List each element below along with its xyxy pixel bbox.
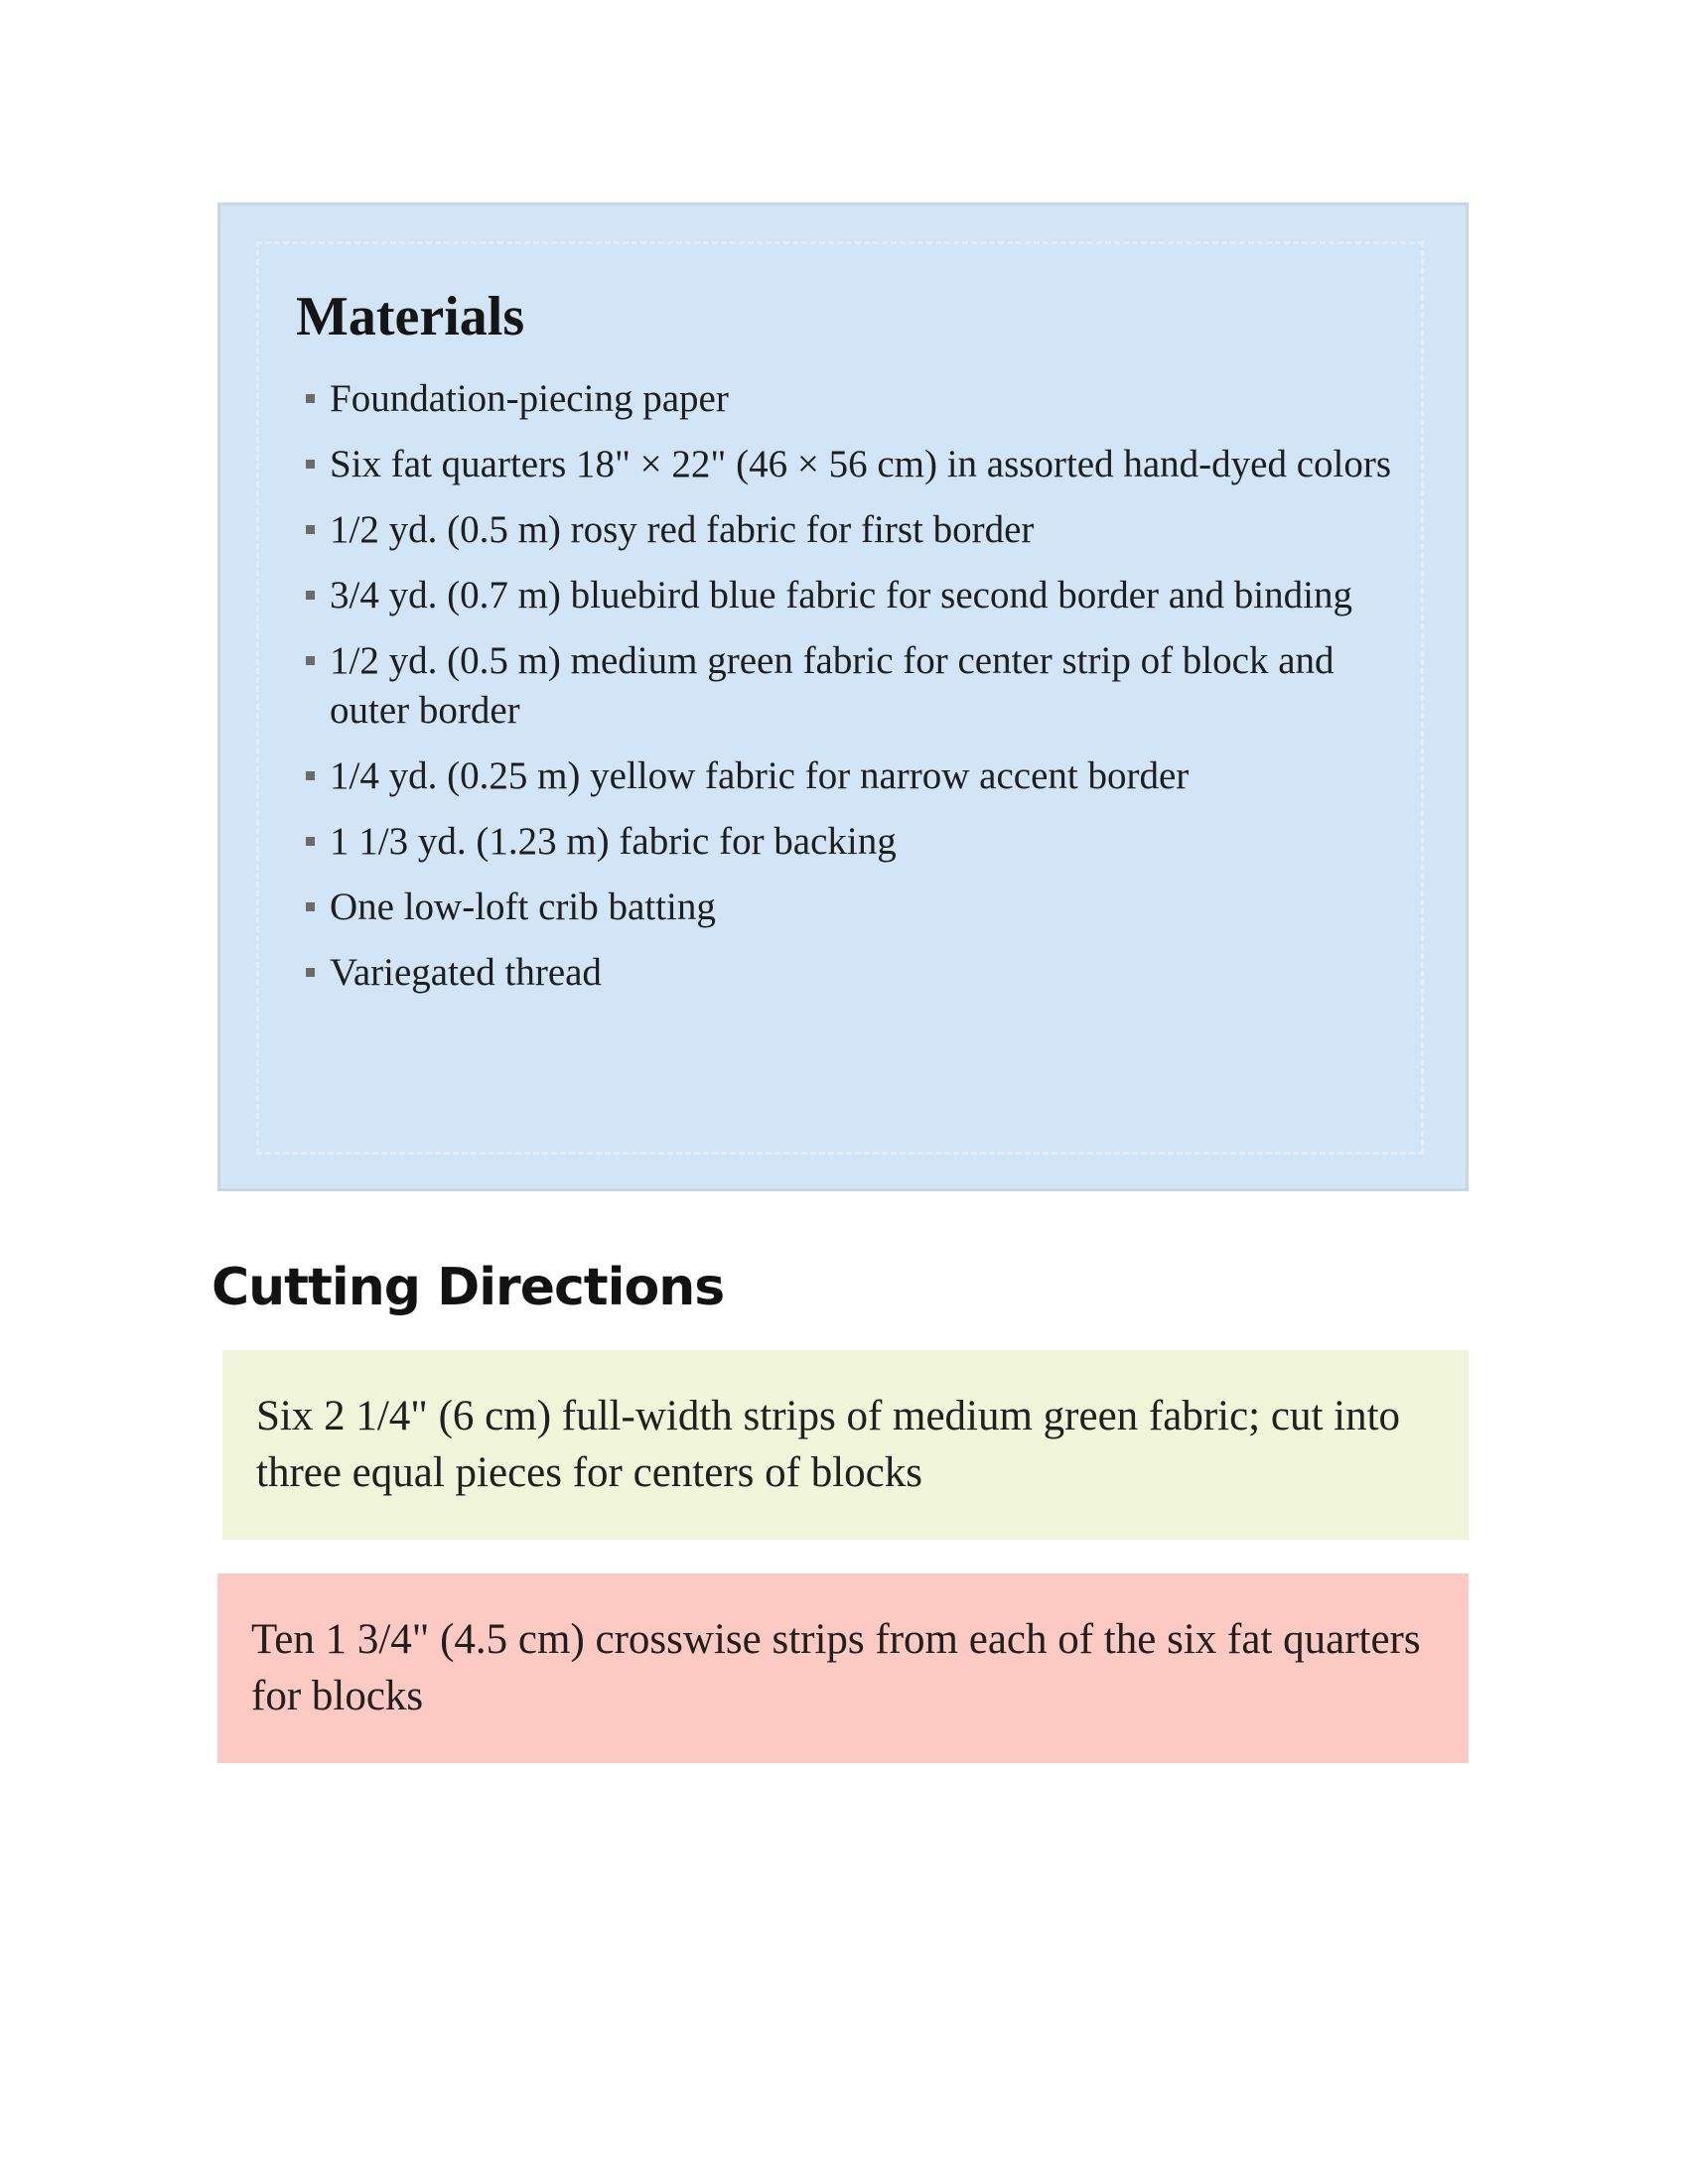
list-item: Variegated thread: [306, 948, 1418, 998]
bullet-icon: [306, 771, 315, 780]
cutting-directions-title: Cutting Directions: [211, 1258, 725, 1317]
list-item: 3/4 yd. (0.7 m) bluebird blue fabric for second border and binding: [306, 571, 1418, 620]
list-item: 1/4 yd. (0.25 m) yellow fabric for narrow accent border: [306, 751, 1418, 801]
materials-list: [306, 374, 1418, 1014]
bullet-icon: [306, 591, 315, 600]
materials-panel: [217, 203, 1469, 1191]
cutting-card-green-strips: Six 2 1/4" (6 cm) full-width strips of medium green fabric; cut into three equal pieces for centers of blocks: [222, 1350, 1469, 1540]
list-item: Foundation-piecing paper: [306, 374, 1418, 424]
materials-title: Materials: [296, 286, 525, 347]
list-item: Six fat quarters 18" × 22" (46 × 56 cm) in assorted hand-dyed colors: [306, 440, 1418, 489]
list-item: 1/2 yd. (0.5 m) rosy red fabric for first border: [306, 505, 1418, 555]
list-item: One low-loft crib batting: [306, 883, 1418, 932]
list-item: 1/2 yd. (0.5 m) medium green fabric for center strip of block and outer border: [306, 636, 1418, 736]
bullet-icon: [306, 968, 315, 977]
bullet-icon: [306, 837, 315, 846]
bullet-icon: [306, 902, 315, 911]
bullet-icon: [306, 460, 315, 469]
cutting-card-fat-quarter-strips: Ten 1 3/4" (4.5 cm) crosswise strips from each of the six fat quarters for blocks: [217, 1573, 1469, 1763]
bullet-icon: [306, 394, 315, 403]
list-item: 1 1/3 yd. (1.23 m) fabric for backing: [306, 817, 1418, 867]
bullet-icon: [306, 656, 315, 665]
bullet-icon: [306, 525, 315, 534]
